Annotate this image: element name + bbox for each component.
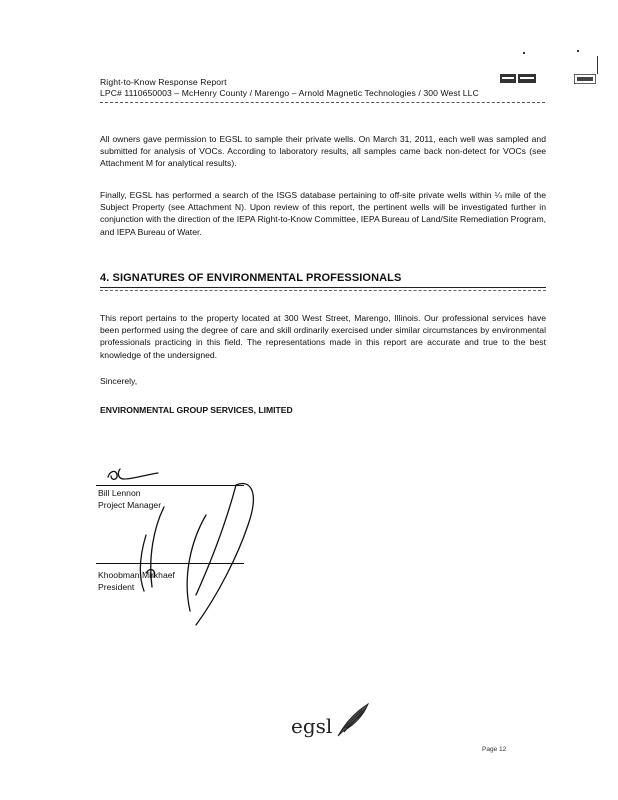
signatory-2-title: President [98, 582, 135, 592]
header-logo-icon [500, 74, 536, 83]
paragraph-professional-statement: This report pertains to the property located at 300 West Street, Marengo, Illinois. Our professional services have been performed using the degree of care and skill ordinarily exercised under similar circumstances by environmental professionals practicing in this field. The representations made in this report are accurate and true to the best knowledge of the undersigned. [100, 312, 546, 360]
company-name: ENVIRONMENTAL GROUP SERVICES, LIMITED [100, 405, 293, 415]
section-heading: 4. SIGNATURES OF ENVIRONMENTAL PROFESSIONALS [100, 272, 402, 284]
paragraph-isgs-search: Finally, EGSL has performed a search of the ISGS database pertaining to off-site private wells within ¼ mile of the Subject Property (see Attachment N). Upon review of this report, the pertinent wells will be investigated further in conjunction with the direction of the IEPA Right-to-Know Committee, IEPA Bureau of Land/Site Remediation Program, and IEPA Bureau of Water. [100, 189, 546, 237]
page-number: Page 12 [482, 746, 507, 753]
scan-edge-mark [597, 56, 598, 74]
signature-line-2 [96, 563, 244, 564]
signatory-1-name: Bill Lennon [98, 488, 141, 498]
header-divider [100, 102, 545, 103]
signatory-1-title: Project Manager [98, 500, 162, 510]
report-subtitle: LPC# 1110650003 – McHenry County / Marengo – Arnold Magnetic Technologies / 300 West LLC [100, 88, 479, 98]
footer-logo: egsl [291, 714, 333, 738]
signature-lennon [108, 469, 158, 479]
section-underline [100, 287, 546, 288]
corner-logo-icon [574, 74, 596, 84]
quill-icon [336, 702, 370, 738]
section-divider [100, 290, 546, 291]
salutation: Sincerely, [100, 376, 138, 386]
signature-line-1 [96, 485, 244, 486]
scan-speck [577, 50, 579, 52]
report-title: Right-to-Know Response Report [100, 77, 227, 87]
signatory-2-name: Khoobman Mirkhaef [98, 570, 175, 580]
handwritten-signatures [86, 455, 276, 630]
paragraph-well-sampling: All owners gave permission to EGSL to sample their private wells. On March 31, 2011, each well was sampled and submitted for analysis of VOCs. According to laboratory results, all samples came back non-detect for VOCs (see Attachment M for analytical results). [100, 133, 546, 169]
scan-speck [523, 52, 525, 54]
